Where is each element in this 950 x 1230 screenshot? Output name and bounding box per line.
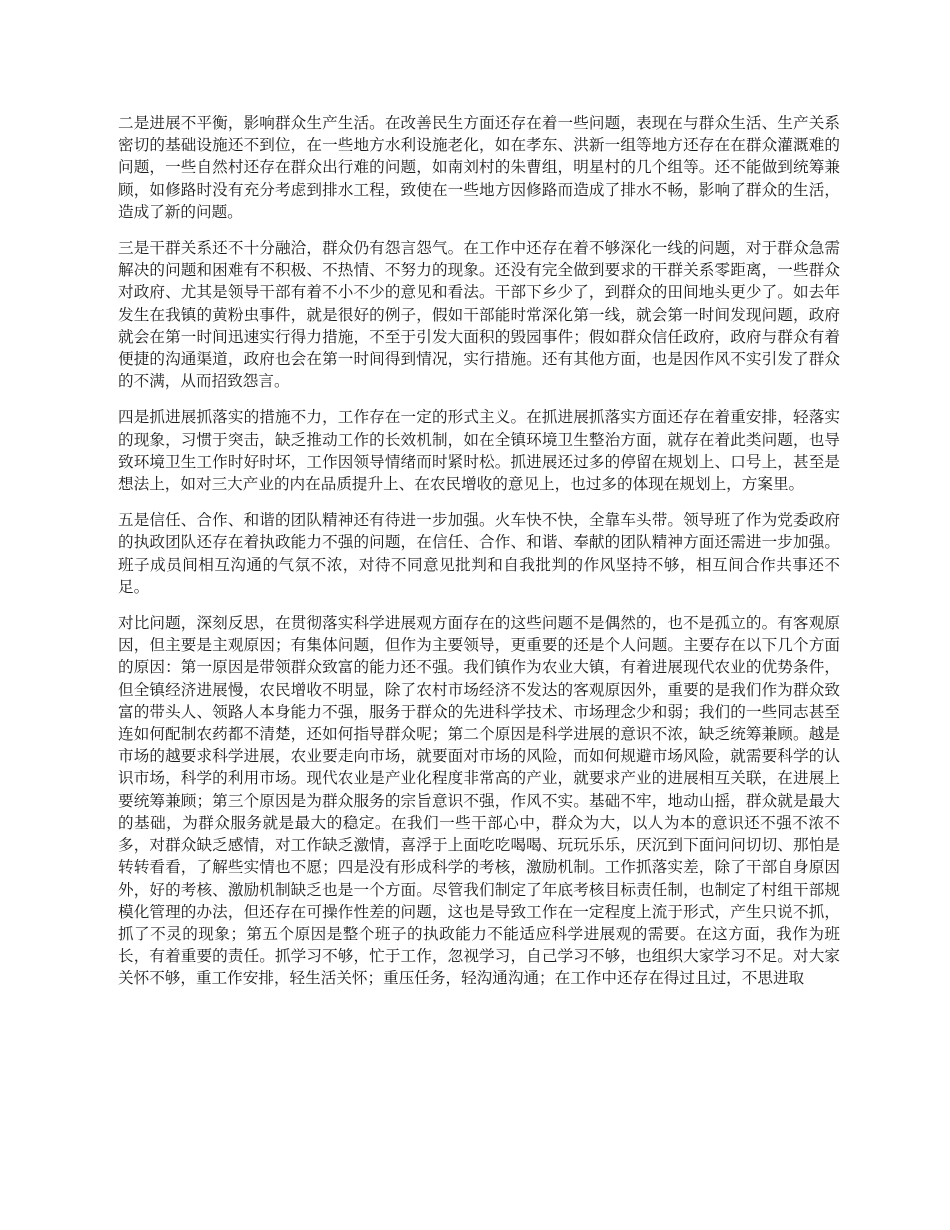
document-body: [118, 112, 840, 1004]
paragraph-2: 三是干群关系还不十分融洽，群众仍有怨言怨气。在工作中还存在着不够深化一线的问题，对于群众急需解决的问题和困难有不积极、不热情、不努力的现象。还没有完全做到要求的干群关系零距离，一些群众对政府、尤其是领导干部有着不小不少的意见和看法。干部下乡少了，到群众的田间地头更少了。如去年发生在我镇的黄粉虫事件，就是很好的例子，假如干部能时常深化第一线，就会第一时间发现问题，政府就会在第一时间迅速实行得力措施，不至于引发大面积的毁园事件；假如群众信任政府，政府与群众有着便捷的沟通渠道，政府也会在第一时间得到情况，实行措施。还有其他方面，也是因作风不实引发了群众的不满，从而招致怨言。: [118, 239, 840, 391]
paragraph-5: 对比问题，深刻反思，在贯彻落实科学进展观方面存在的这些问题不是偶然的，也不是孤立的。有客观原因，但主要是主观原因；有集体问题，但作为主要领导，更重要的还是个人问题。主要存在以下几个方面的原因：第一原因是带领群众致富的能力还不强。我们镇作为农业大镇，有着进展现代农业的优势条件，但全镇经济进展慢，农民增收不明显，除了农村市场经济不发达的客观原因外，重要的是我们作为群众致富的带头人、领路人本身能力不强，服务于群众的先进科学技术、市场理念少和弱；我们的一些同志甚至连如何配制农药都不清楚，还如何指导群众呢；第二个原因是科学进展的意识不浓，缺乏统筹兼顾。越是市场的越要求科学进展，农业要走向市场，就要面对市场的风险，而如何规避市场风险，就需要科学的认识市场，科学的利用市场。现代农业是产业化程度非常高的产业，就要求产业的进展相互关联，在进展上要统筹兼顾；第三个原因是为群众服务的宗旨意识不强，作风不实。基础不牢，地动山摇，群众就是最大的基础，为群众服务就是最大的稳定。在我们一些干部心中，群众为大，以人为本的意识还不强不浓不多，对群众缺乏感情，对工作缺乏激情，喜浮于上面吃吃喝喝、玩玩乐乐，厌沉到下面问问切切、那怕是转转看看，了解些实情也不愿；四是没有形成科学的考核，激励机制。工作抓落实差，除了干部自身原因外，好的考核、激励机制缺乏也是一个方面。尽管我们制定了年底考核目标责任制，也制定了村组干部规模化管理的办法，但还存在可操作性差的问题，这也是导致工作在一定程度上流于形式，产生只说不抓，抓了不灵的现象；第五个原因是整个班子的执政能力不能适应科学进展观的需要。在这方面，我作为班长，有着重要的责任。抓学习不够，忙于工作，忽视学习，自己学习不够，也组织大家学习不足。对大家关怀不够，重工作安排，轻生活关怀；重压任务，轻沟通沟通；在工作中还存在得过且过，不思进取: [118, 614, 840, 988]
paragraph-1: 二是进展不平衡，影响群众生产生活。在改善民生方面还存在着一些问题，表现在与群众生活、生产关系密切的基础设施还不到位，在一些地方水利设施老化，如在孝东、洪新一组等地方还存在在群众灌溉难的问题，一些自然村还存在群众出行难的问题，如南刘村的朱曹组，明星村的几个组等。还不能做到统筹兼顾，如修路时没有充分考虑到排水工程，致使在一些地方因修路而造成了排水不畅，影响了群众的生活，造成了新的问题。: [118, 114, 840, 221]
paragraph-3: 四是抓进展抓落实的措施不力，工作存在一定的形式主义。在抓进展抓落实方面还存在着重安排，轻落实的现象，习惯于突击，缺乏推动工作的长效机制，如在全镇环境卫生整治方面，就存在着此类问题，也导致环境卫生工作时好时坏，工作因领导情绪而时紧时松。抓进展还过多的停留在规划上、口号上，甚至是想法上，如对三大产业的内在品质提升上、在农民增收的意见上，也过多的体现在规划上，方案里。: [118, 408, 840, 494]
paragraph-4: 五是信任、合作、和谐的团队精神还有待进一步加强。火车快不快，全靠车头带。领导班了作为党委政府的执政团队还存在着执政能力不强的问题，在信任、合作、和谐、奉献的团队精神方面还需进一步加强。班子成员间相互沟通的气氛不浓，对待不同意见批判和自我批判的作风坚持不够，相互间合作共事还不足。: [118, 511, 840, 596]
